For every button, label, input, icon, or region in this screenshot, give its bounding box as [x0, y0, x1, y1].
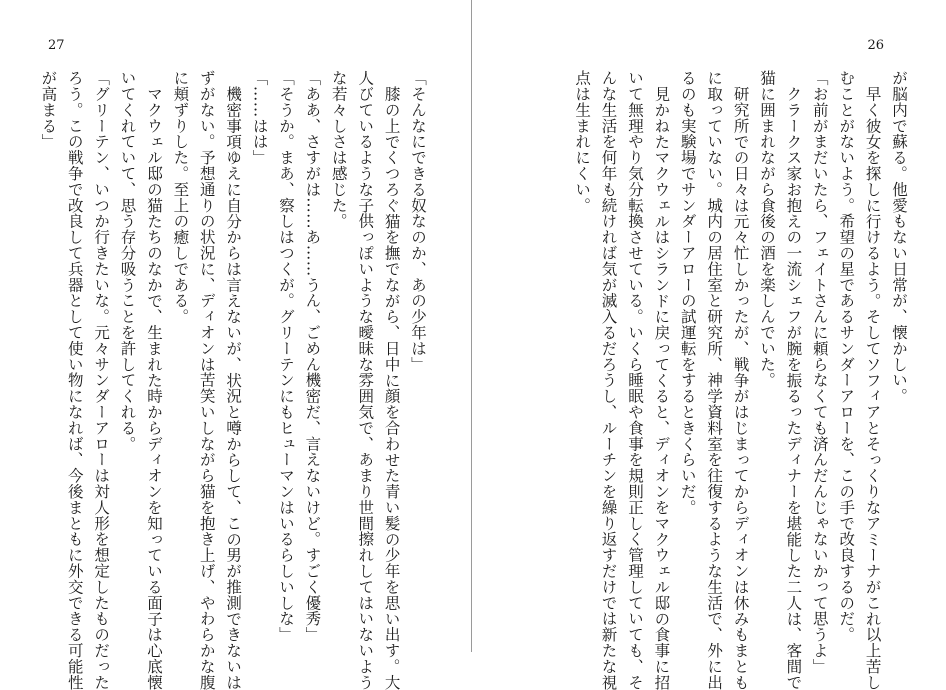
text-line: 膝の上でくつろぐ猫を撫でながら、日中に顔を合わせた青い髪の少年を思い出す。大 [382, 85, 401, 690]
right-page-number: 26 [867, 38, 884, 53]
left-page [0, 0, 471, 690]
text-line: 「……はは」 [250, 70, 269, 166]
text-line: マクウェル邸の猫たちのなかで、生まれた時からディオンを知っている面子は心底懐 [144, 85, 163, 690]
text-line: るのも実験場でサンダーアローの試運転をするときくらいだ。 [678, 70, 697, 516]
text-line: クラークス家お抱えの一流シェフが腕を振るったディナーを堪能した二人は、客間で [784, 85, 803, 690]
text-line: 見かねたマクウェルはシランドに戻ってくると、ディオンをマクウェル邸の食事に招 [652, 85, 671, 690]
text-line: に取っていない。城内の居住室と研究所、神学資料室を往復するような生活で、外に出 [705, 70, 724, 690]
text-line: 猫に囲まれながら食後の酒を楽しんでいた。 [757, 70, 776, 388]
left-page-number: 27 [48, 38, 65, 53]
right-page-text [492, 70, 912, 690]
right-page [472, 0, 946, 690]
text-line: が脳内で蘇る。他愛もない日常が、懐かしい。 [890, 70, 908, 404]
text-line: 「お前がまだいたら、フェイトさんに頼らなくても済んだんじゃないかって思うよ」 [810, 70, 829, 675]
text-line: な若々しさは感じた。 [329, 70, 348, 229]
text-line: んな生活を何年も続ければ気が滅入るだろうし、ルーチンを繰り返すだけでは新たな視 [599, 70, 618, 690]
text-line: 「ああ、さすがは……あ……うん、ごめん機密だ、言えないけど。すごく優秀」 [303, 70, 322, 643]
text-line: ろう。この戦争で改良して兵器として使い物になれば、今後まともに外交できる可能性 [65, 70, 84, 690]
text-line: 「そうか。まあ、察しはつくが。グリーテンにもヒューマンはいるらしいしな」 [276, 70, 295, 643]
text-line: に頬ずりした。至上の癒しである。 [171, 70, 190, 325]
text-line: むことがないよう。希望の星であるサンダーアローを、この手で改良するのだ。 [837, 70, 856, 643]
text-line: が高まる」 [39, 70, 58, 150]
text-line: いてくれていて、思う存分吸うことを許してくれる。 [118, 70, 137, 452]
text-line: 「グリーテン、いつか行きたいな。元々サンダーアローは対人形を想定したものだった [92, 70, 111, 690]
left-page-text [0, 70, 431, 690]
text-line: 「そんなにできる奴なのか、あの少年は」 [409, 70, 427, 373]
text-line: 研究所での日々は元々忙しかったが、戦争がはじまってからディオンは休みもまとも [731, 85, 750, 690]
text-line: 早く彼女を探しに行けるよう。そしてソフィアとそっくりなアミーナがこれ以上苦し [863, 85, 882, 690]
text-line: 人びているような子供っぽいような曖昧な雰囲気で、あまり世間擦れしてはいないよう [356, 70, 375, 690]
text-line: いて無理やり気分転換させている。いくら睡眠や食事を規則正しく管理していても、そ [625, 70, 644, 690]
text-line: 機密事項ゆえに自分からは言えないが、状況と噂からして、この男が推測できないは [224, 85, 243, 690]
text-line: ずがない。予想通りの状況に、ディオンは苦笑いしながら猫を抱き上げ、やわらかな腹 [197, 70, 216, 690]
text-line: 点は生まれにくい。 [573, 70, 592, 214]
